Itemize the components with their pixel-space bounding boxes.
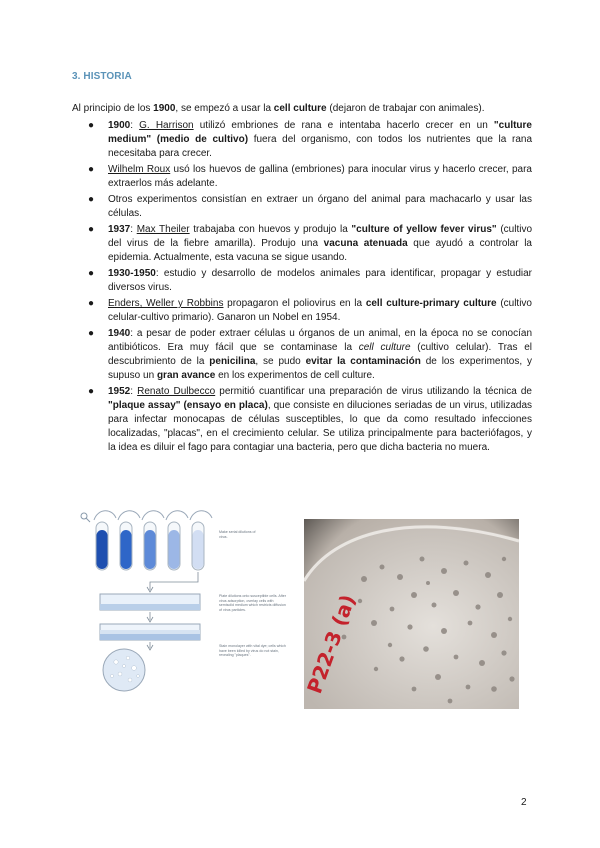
page-number: 2 (521, 797, 527, 808)
list-item (72, 297, 532, 325)
list-item (72, 267, 532, 295)
item-person: Renato Dulbecco (137, 386, 216, 397)
item-year: 1952 (108, 386, 131, 397)
item-text: usó los huevos de gallina (embriones) para inocular virus y hacerlo crecer, para extraerlos más adelante. (108, 164, 532, 189)
intro-year: 1900 (153, 103, 176, 114)
item-text: de los experimentos, y supuso un (108, 356, 533, 381)
bullet-icon: ● (88, 328, 95, 339)
item-text: trabajaba con huevos y produjo la (189, 224, 352, 235)
bullet-icon: ● (88, 164, 95, 175)
item-separator: : (130, 386, 138, 397)
item-person: Enders, Weller y Robbins (108, 298, 224, 309)
transfer-arrows (94, 511, 212, 520)
dilution-tubes (96, 522, 204, 570)
figure-caption-2: Plate dilutions onto susceptible cells. After virus adsorption, overlay cells with semisolid medium which restricts diffusion of virus particles. (219, 594, 286, 612)
photo-label-text: P22-3 (a) (304, 591, 361, 697)
figure-caption-1: Make serial dilutions of virus. (219, 530, 256, 539)
item-year: 1900 (108, 120, 131, 131)
plaque-assay-diagram (76, 506, 292, 692)
item-text: : estudio y desarrollo de modelos animales para identificar, propagar y estudiar diversos virus. (108, 268, 532, 293)
intro-term: cell culture (273, 103, 327, 114)
pipette-icon (81, 513, 90, 522)
item-separator: : (130, 224, 137, 235)
item-term: "culture medium" (medio de cultivo) (108, 120, 532, 145)
item-term: "plaque assay" (ensayo en placa) (108, 400, 268, 411)
item-italic: cell culture (358, 342, 411, 353)
intro-paragraph (72, 102, 542, 116)
overlay-dish-side (100, 624, 200, 640)
list-item (72, 223, 532, 265)
item-text: fuera del organismo, con todos los nutrientes que la rana necesitaba para crecer. (108, 134, 533, 159)
list-item (72, 385, 532, 455)
list-item (72, 327, 532, 383)
photo-svg (304, 519, 519, 709)
item-text: (cultivo del virus de la fiebre amarilla). Produjo una (108, 224, 532, 249)
item-person: Wilhelm Roux (108, 164, 171, 175)
item-separator: : (130, 120, 140, 131)
item-text: utilizó embriones de rana e intentaba hacerlo crecer en un (193, 120, 494, 131)
list-item (72, 119, 532, 161)
item-text: : a pesar de poder extraer células u órganos de un animal, en la época no se conocían antibióticos. Era muy fácil que se contaminase la (108, 328, 532, 353)
item-text: , se pudo (255, 356, 306, 367)
bullet-icon: ● (88, 298, 95, 309)
item-text: (cultivo celular-cultivo primario). Ganaron un Nobel en 1954. (108, 298, 532, 323)
item-term: "culture of yellow fever virus" (351, 224, 497, 235)
flow-arrow (147, 572, 198, 592)
item-term: penicilina (209, 356, 256, 367)
petri-dish-photo (304, 519, 519, 709)
list-item (72, 163, 532, 191)
list-item (72, 193, 532, 221)
section-heading: 3. HISTORIA (72, 71, 132, 82)
figure-caption-3: Stain monolayer with vital dye; cells which have been killed by virus do not stain, revealing "plaques". (219, 644, 286, 658)
bullet-icon: ● (88, 120, 95, 131)
item-person: Max Theiler (136, 224, 190, 235)
item-term: gran avance (156, 370, 216, 381)
intro-text: (dejaron de trabajar con animales). (326, 103, 485, 114)
bullet-icon: ● (88, 194, 95, 205)
item-year: 1940 (108, 328, 131, 339)
bullet-icon: ● (88, 224, 95, 235)
item-text: que ayudó a controlar la epidemia. Actualmente, esta vacuna se sigue usando. (108, 238, 532, 263)
intro-text: , se empezó a usar la (175, 103, 274, 114)
item-text: permitió cuantificar una preparación de virus utilizando la técnica de (215, 386, 532, 397)
item-year: 1937 (108, 224, 131, 235)
item-text: (cultivo celular). Tras el descubrimiento de la (108, 342, 532, 367)
plaque-plate-top (103, 649, 145, 691)
item-term: evitar la contaminación (305, 356, 421, 367)
item-year: 1930-1950 (108, 268, 156, 279)
item-text: Otros experimentos consistían en extraer un órgano del animal para machacarlo y usar las células. (108, 194, 532, 219)
item-term: cell culture-primary culture (365, 298, 497, 309)
item-text: , que consiste en diluciones seriadas de un virus, utilizadas para infectar monocapas de células susceptibles, lo que da como resultado infecciones localizadas, "placas", en el crecimiento celular. Se utiliza principalmente para bacteriófagos, y la idea es diluir el fago para contagiar una bacteria, pero que dicha bacteria no muera. (108, 400, 533, 453)
item-text: propagaron el poliovirus en la (223, 298, 366, 309)
culture-dish-side (100, 594, 200, 610)
item-text: en los experimentos de cell culture. (215, 370, 375, 381)
bullet-icon: ● (88, 268, 95, 279)
bullet-icon: ● (88, 386, 95, 397)
item-person: G. Harrison (139, 120, 194, 131)
intro-text: Al principio de los (72, 103, 154, 114)
history-list (72, 119, 532, 457)
item-term: vacuna atenuada (323, 238, 408, 249)
